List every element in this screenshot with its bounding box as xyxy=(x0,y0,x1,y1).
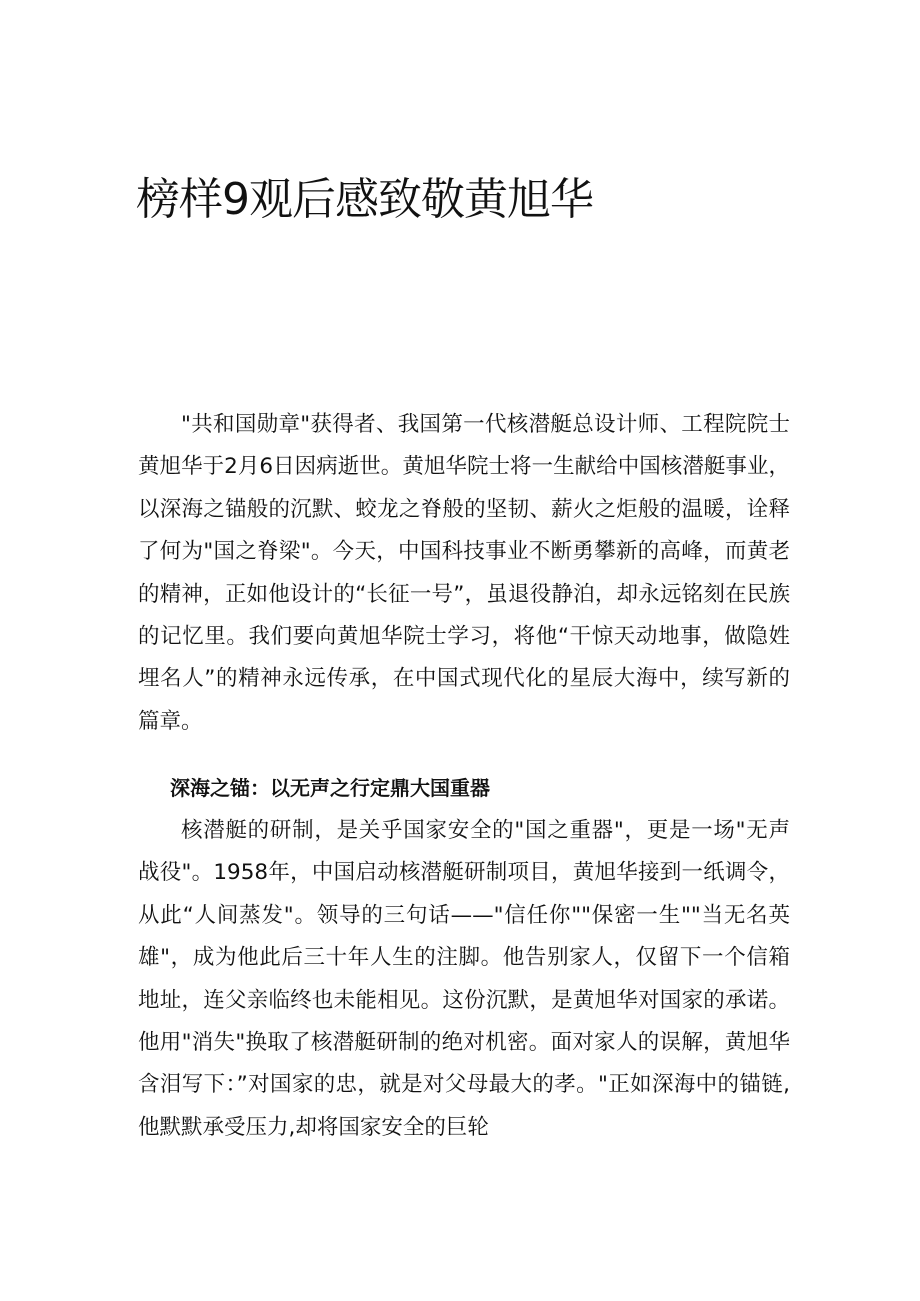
intro-paragraph: "共和国勋章"获得者、我国第一代核潜艇总设计师、工程院院士黄旭华于2月6日因病逝世。黄旭华院士将一生献给中国核潜艇事业，以深海之锚般的沉默、蛟龙之脊般的坚韧、薪火之炬般的温暖，诠释了何为"国之脊梁"。今天，中国科技事业不断勇攀新的高峰，而黄老的精神，正如他设计的“长征一号”，虽退役静泊，却永远铭刻在民族的记忆里。我们要向黄旭华院士学习，将他“干惊天动地事，做隐姓埋名人”的精神永远传承，在中国式现代化的星辰大海中，续写新的篇章。 xyxy=(138,412,790,734)
document-title: 榜样9观后感致敬黄旭华 xyxy=(136,174,593,225)
section-heading: 深海之锚：以无声之行定鼎大国重器 xyxy=(170,776,490,800)
body-paragraph: 核潜艇的研制，是关乎国家安全的"国之重器"，更是一场"无声战役"。1958年，中国启动核潜艇研制项目，黄旭华接到一纸调令，从此“人间蒸发"。领导的三句话——"信任你""保密一生""当无名英雄"，成为他此后三十年人生的注脚。他告别家人，仅留下一个信箱地址，连父亲临终也未能相见。这份沉默，是黄旭华对国家的承诺。他用"消失"换取了核潜艇研制的绝对机密。面对家人的误解，黄旭华含泪写下：”对国家的忠，就是对父母最大的孝。"正如深海中的锚链,他默默承受压力,却将国家安全的巨轮 xyxy=(138,818,790,1140)
